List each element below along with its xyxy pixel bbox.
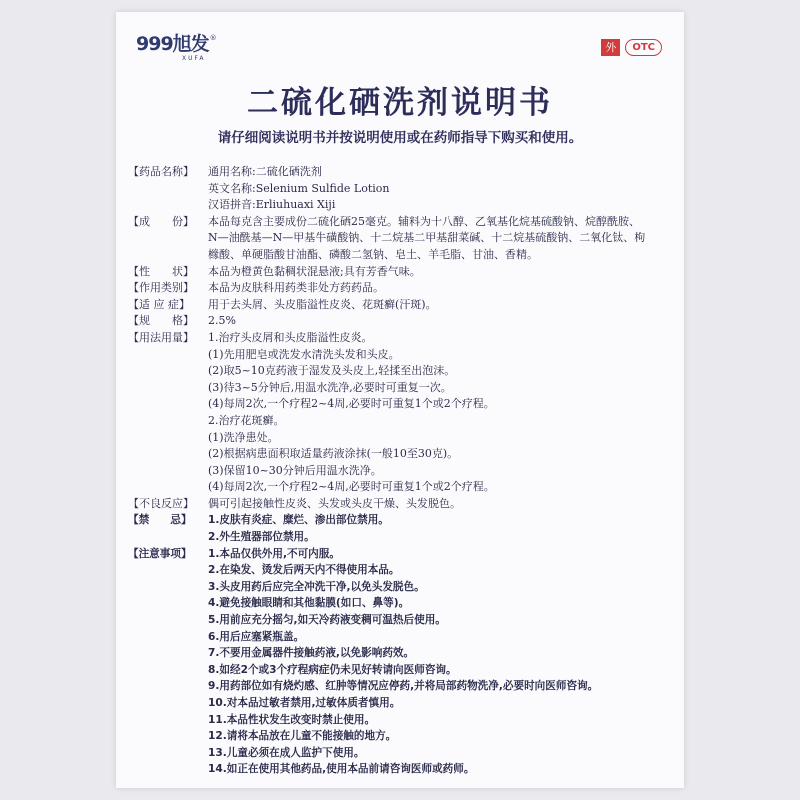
section-adverse-reactions [128,496,676,513]
section-line: 2.5% [208,314,236,328]
section-label: 【不良反应】 [128,496,194,510]
section-line: 7.不要用金属器件接触药液,以免影响药效。 [208,647,415,660]
section-drug-name [128,164,676,214]
section-line: 1.治疗头皮屑和头皮脂溢性皮炎。 [208,330,373,344]
external-use-badge: 外 [601,39,620,56]
section-line: 2.治疗花斑癣。 [208,413,285,427]
section-ingredients [128,214,676,264]
section-contraindications [128,512,676,545]
badges [601,39,662,56]
section-line: 6.用后应塞紧瓶盖。 [208,630,305,643]
section-line: 本品为橙黄色黏稠状混悬液;具有芳香气味。 [208,264,421,278]
section-specification [128,313,676,330]
section-line: 5.用前应充分摇匀,如天冷药液变稠可温热后使用。 [208,614,446,627]
section-label: 【用法用量】 [128,330,194,344]
document-subtitle: 请仔细阅读说明书并按说明使用或在药师指导下购买和使用。 [217,130,583,146]
section-category [128,280,676,297]
logo-subtext: XUFA [182,55,206,62]
section-appearance [128,264,676,281]
section-line: (4)每周2次,一个疗程2~4周,必要时可重复1个或2个疗程。 [208,397,495,411]
section-line: 偶可引起接触性皮炎、头发或头皮干燥、头发脱色。 [208,496,461,510]
section-line: 10.对本品过敏者禁用,过敏体质者慎用。 [208,697,401,709]
document-title: 二硫化硒洗剂说明书 [247,85,553,121]
otc-badge: OTC [625,39,662,56]
registered-mark: ® [209,34,217,42]
section-line: 本品每克含主要成份二硫化硒25毫克。辅料为十八醇、乙氧基化烷基硫酸钠、烷醇酰胺、 [208,214,640,228]
section-line: (2)根据病患面积取适量药液涂抹(一般10至30克)。 [208,447,459,461]
section-line: 2.在染发、烫发后两天内不得使用本品。 [208,564,400,577]
section-line: 8.如经2个或3个疗程病症仍未见好转请向医师咨询。 [208,663,457,676]
instruction-sheet [116,12,684,788]
section-line: (4)每周2次,一个疗程2~4周,必要时可重复1个或2个疗程。 [208,480,495,494]
section-line: 14.如正在使用其他药品,使用本品前请咨询医师或药师。 [208,763,475,776]
section-usage [128,330,676,496]
section-precautions [128,546,676,778]
section-line: 2.外生殖器部位禁用。 [208,531,315,544]
section-label: 【禁 忌】 [128,514,192,527]
section-label: 【注意事项】 [128,547,192,560]
section-line: (3)保留10~30分钟后用温水洗净。 [208,463,382,477]
brand-logo [136,33,217,62]
section-line: 用于去头屑、头皮脂溢性皮炎、花斑癣(汗斑)。 [208,297,437,311]
section-line: 3.头皮用药后应完全冲洗干净,以免头发脱色。 [208,580,425,593]
section-line: 汉语拼音:Erliuhuaxi Xiji [208,198,336,212]
section-line: 13.儿童必须在成人监护下使用。 [208,746,365,759]
section-label: 【成 份】 [128,214,194,228]
section-line: 1.本品仅供外用,不可内服。 [208,547,340,560]
section-line: 11.本品性状发生改变时禁止使用。 [208,713,376,726]
sections [128,164,676,778]
section-label: 【药品名称】 [128,165,194,178]
section-line: 9.用药部位如有烧灼感、红肿等情况应停药,并将局部药物洗净,必要时向医师咨询。 [208,680,599,693]
section-label: 【作用类别】 [128,281,194,295]
section-line: 本品为皮肤科用药类非处方药药品。 [208,281,384,295]
section-label: 【适 应 症】 [128,297,190,311]
section-label: 【规 格】 [128,314,194,328]
section-line: 英文名称:Selenium Sulfide Lotion [208,181,390,195]
section-line: (2)取5~10克药液于湿发及头皮上,轻揉至出泡沫。 [208,364,456,378]
section-line: (3)待3~5分钟后,用温水洗净,必要时可重复一次。 [208,380,452,394]
section-line: 通用名称:二硫化硒洗剂 [208,165,322,178]
section-line: (1)先用肥皂或洗发水清洗头发和头皮。 [208,347,400,361]
section-line: N—油酰基—N—甲基牛磺酸钠、十二烷基二甲基甜菜碱、十二烷基硫酸钠、二氧化钛、枸 [208,231,646,245]
section-label: 【性 状】 [128,264,194,278]
section-line: 1.皮肤有炎症、糜烂、渗出部位禁用。 [208,514,389,527]
section-indications [128,297,676,314]
section-line: 4.避免接触眼睛和其他黏膜(如口、鼻等)。 [208,597,410,610]
section-line: (1)洗净患处。 [208,430,279,444]
section-line: 12.请将本品放在儿童不能接触的地方。 [208,730,397,743]
section-line: 橼酸、单硬脂酸甘油酯、磷酸二氢钠、皂土、羊毛脂、甘油、香精。 [208,247,538,261]
logo-text: 999旭发 [136,33,209,55]
